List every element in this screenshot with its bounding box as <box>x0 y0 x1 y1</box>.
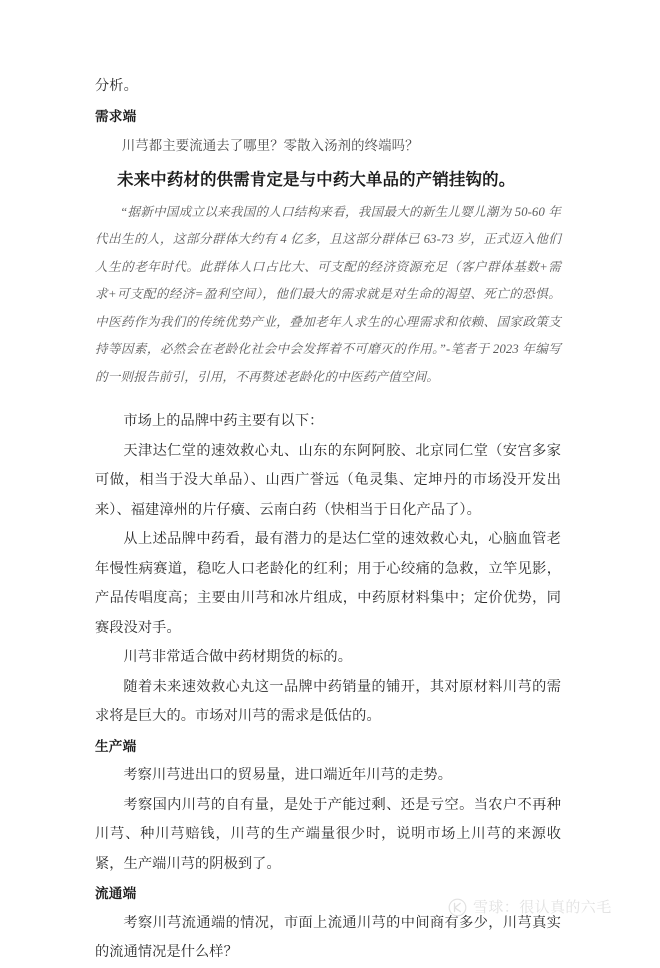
paragraph-demand-underestimated: 随着未来速效救心丸这一品牌中药销量的铺开，其对原材料川芎的需求将是巨大的。市场对川芎的需求是低估的。 <box>95 678 561 725</box>
section-heading-demand: 需求端 <box>95 108 137 124</box>
paragraph-domestic-supply: 考察国内川芎的自有量，是处于产能过剩、还是亏空。当农户不再种川芎、种川芎赔钱，川芎的生产端量很少时，说明市场上川芎的来源收紧，生产端川芎的阴极到了。 <box>95 796 561 872</box>
paragraph-analysis: 分析。 <box>95 78 138 94</box>
watermark-text: 雪球：很认真的六毛 <box>473 899 612 916</box>
blockquote-aging-population: “据新中国成立以来我国的人口结构来看，我国最大的新生儿婴儿潮为 50-60 年代出生的人，这部分群体大约有 4 亿多，且这部分群体已 63-73 岁，正式迈入他们人生的老年时代。此群体人口占比大、可支配的经济资源充足（客户群体基数+需求+可支配的经济=盈利空间），他们最大的需求就是对生命的渴望、死亡的恐惧。中医药作为我们的传统优势产业，叠加老年人求生的心理需求和依赖、国家政策支持等因素，必然会在老龄化社会中会发挥着不可磨灭的作用。”-笔者于 2023 年编写的一则报告前引，引用，不再赘述老龄化的中医药产值空间。 <box>95 204 561 385</box>
emphasis-statement-supply-demand: 未来中药材的供需肯定是与中药大单品的产销挂钩的。 <box>117 169 516 189</box>
paragraph-brand-list-intro: 市场上的品牌中药主要有以下： <box>123 413 324 430</box>
paragraph-distribution-survey: 考察川芎流通端的情况，市面上流通川芎的中间商有多少，川芎真实的流通情况是什么样？ <box>95 914 561 961</box>
paragraph-brand-analysis: 从上述品牌中药看，最有潜力的是达仁堂的速效救心丸，心脑血管老年慢性病赛道，稳吃人口老龄化的红利；用于心绞痛的急救，立竿见影，产品传唱度高；主要由川芎和冰片组成，中药原材料集中；定价优势，同赛段没对手。 <box>95 531 561 636</box>
sub-question-demand: 川芎都主要流通去了哪里？零散入汤剂的终端吗？ <box>121 138 419 153</box>
paragraph-futures-target: 川芎非常适合做中药材期货的标的。 <box>123 649 352 666</box>
paragraph-brand-list: 天津达仁堂的速效救心丸、山东的东阿阿胶、北京同仁堂（安宫多家可做，相当于没大单品）、山西广誉远（龟灵集、定坤丹的市场没开发出来）、福建漳州的片仔癀、云南白药（快相当于日化产品了）。 <box>95 442 561 518</box>
section-heading-distribution: 流通端 <box>95 886 137 902</box>
section-heading-production: 生产端 <box>95 738 137 754</box>
paragraph-trade-volume: 考察川芎进出口的贸易量，进口端近年川芎的走势。 <box>123 767 453 784</box>
document-body <box>95 72 561 968</box>
